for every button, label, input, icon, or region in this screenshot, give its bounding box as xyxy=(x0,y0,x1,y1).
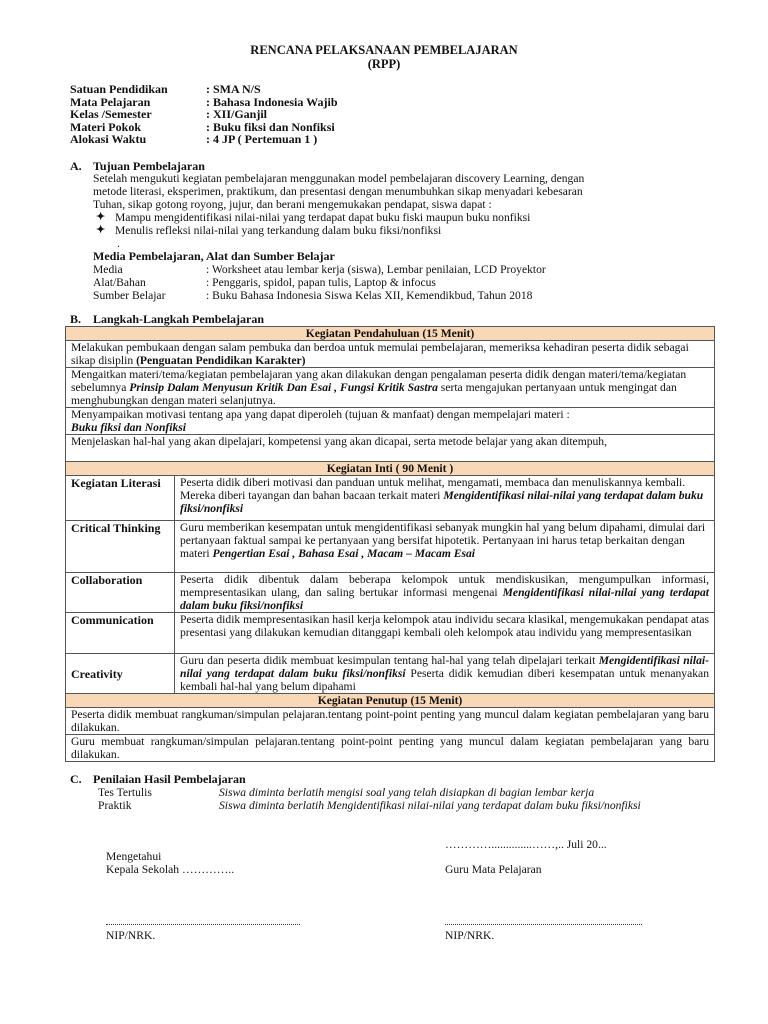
teacher-signature-line xyxy=(445,924,642,925)
principal-signature-line xyxy=(106,924,300,925)
teacher-nip: NIP/NRK. xyxy=(445,929,495,942)
table-cell: Peserta didik membuat rangkuman/simpulan pelajaran.tentang point-point penting yang muncul dalam kegiatan pembelajaran yang baru dilakukan. xyxy=(66,708,715,735)
identity-row xyxy=(70,108,338,121)
activity-label: Critical Thinking xyxy=(66,521,175,573)
media-value: : Penggaris, spidol, papan tulis, Laptop & infocus xyxy=(206,276,436,289)
media-row xyxy=(93,263,546,276)
table-row xyxy=(66,408,715,435)
table-header: Kegiatan Inti ( 90 Menit ) xyxy=(66,462,715,476)
identity-value: : Bahasa Indonesia Wajib xyxy=(206,94,338,109)
document-subtitle: (RPP) xyxy=(367,57,401,71)
table-header-row xyxy=(66,694,715,708)
table-cell xyxy=(175,476,715,521)
media-label: Sumber Belajar xyxy=(93,289,166,302)
four-point-star-icon: ✦ xyxy=(96,224,106,236)
table-row xyxy=(66,654,715,694)
cell-text: Guru memberikan kesempatan untuk mengidentifikasi sebanyak mungkin hal yang belum dipahami, dimulai dari pertanyaan faktual sampai ke pertanyaan yang bersifat hipotetik. Pertanyaan ini harus tetap berkaitan dengan materi xyxy=(180,521,706,560)
paragraph-line: metode literasi, eksperimen, praktikum, dan presentasi dengan menumbuhkan sikap menyadari kebesaran xyxy=(93,185,583,198)
table-row xyxy=(66,708,715,735)
activity-label: Collaboration xyxy=(66,573,175,613)
identity-label: Satuan Pendidikan xyxy=(70,82,168,96)
cell-emphasis: Prinsip Dalam Menyusun Kritik Dan Esai , Fungsi Kritik Sastra xyxy=(129,381,438,394)
cell-text: Mengaitkan materi/tema/kegiatan pembelajaran yang akan dilakukan dengan pengalaman peserta didik dengan materi/tema/kegiatan sebelumnya xyxy=(71,368,687,394)
identity-block xyxy=(70,83,338,146)
assessment-label: Tes Tertulis xyxy=(98,786,152,799)
section-number: B. xyxy=(70,312,82,326)
cell-emphasis: Pengertian Esai , Bahasa Esai , Macam – Macam Esai xyxy=(212,547,476,560)
section-b-heading xyxy=(70,313,264,326)
cell-emphasis: (Penguatan Pendidikan Karakter) xyxy=(136,354,306,367)
table-row xyxy=(66,735,715,762)
media-heading: Media Pembelajaran, Alat dan Sumber Belajar xyxy=(93,249,335,263)
table-header: Kegiatan Pendahuluan (15 Menit) xyxy=(66,327,715,341)
cell-text: serta mengajukan pertanyaan untuk mengingat dan menghubungkan dengan materi selanjutnya. xyxy=(71,381,677,407)
cell-text: Peserta didik kemudian diberi kesempatan untuk menanyakan kembali hal-hal yang belum dipahami xyxy=(180,667,709,693)
section-c-heading xyxy=(70,773,246,786)
table-header-row xyxy=(66,327,715,341)
table-cell xyxy=(66,341,715,368)
table-row xyxy=(66,368,715,408)
principal-label: Kepala Sekolah ………….. xyxy=(106,863,235,876)
assessment-row xyxy=(98,786,697,799)
section-title: Tujuan Pembelajaran xyxy=(93,159,205,173)
activity-label: Kegiatan Literasi xyxy=(66,476,175,521)
assessment-value: Siswa diminta berlatih Mengidentifikasi nilai-nilai yang terdapat dalam buku fiksi/nonfiksi xyxy=(219,799,641,812)
identity-value: : 4 JP ( Pertemuan 1 ) xyxy=(206,132,318,146)
table-cell: Peserta didik mempresentasikan hasil kerja kelompok atau individu secara klasikal, mengemukakan pendapat atas presentasi yang dilakukan kemudian ditanggapi kembali oleh kelompok atau individu yang mempresentasikan xyxy=(175,613,715,654)
media-row xyxy=(93,276,436,289)
objective-bullet xyxy=(96,224,441,237)
objective-paragraph xyxy=(93,172,688,211)
cell-emphasis: Mengidentifikasi nilai-nilai yang terdapat dalam buku fiksi/nonfiksi xyxy=(180,489,704,515)
bullet-text: Menulis refleksi nilai-nilai yang terkandung dalam buku fiksi/nonfiksi xyxy=(115,224,442,237)
table-row xyxy=(66,476,715,521)
identity-value: : Buku fiksi dan Nonfiksi xyxy=(206,119,335,134)
media-label: Alat/Bahan xyxy=(93,276,146,289)
learning-steps-table xyxy=(65,326,715,762)
table-cell: Menjelaskan hal-hal yang akan dipelajari, kompetensi yang akan dicapai, serta metode belajar yang akan ditempuh, xyxy=(66,435,715,462)
stray-dot: . xyxy=(117,237,120,250)
assessment-label: Praktik xyxy=(98,799,132,812)
paragraph-line: Setelah mengukuti kegiatan pembelajaran menggunakan model pembelajaran discovery Learning, dengan xyxy=(93,172,585,185)
identity-row xyxy=(70,133,338,146)
media-value: : Buku Bahasa Indonesia Siswa Kelas XII, Kemendikbud, Tahun 2018 xyxy=(206,289,533,302)
identity-label: Mata Pelajaran xyxy=(70,94,151,109)
identity-value: : SMA N/S xyxy=(206,82,261,96)
table-row xyxy=(66,521,715,573)
table-row xyxy=(66,613,715,654)
signature-date: …………..............……,.. Juli 20... xyxy=(445,838,607,851)
document-title: RENCANA PELAKSANAAN PEMBELAJARAN xyxy=(250,43,518,57)
identity-row xyxy=(70,83,338,96)
table-header-row xyxy=(66,462,715,476)
media-value: : Worksheet atau lembar kerja (siswa), Lembar penilaian, LCD Proyektor xyxy=(206,263,546,276)
identity-label: Kelas /Semester xyxy=(70,107,152,121)
table-cell xyxy=(66,368,715,408)
table-cell: Guru membuat rangkuman/simpulan pelajaran.tentang point-point penting yang muncul dalam kegiatan pembelajaran yang baru dilakukan. xyxy=(66,735,715,762)
cell-emphasis: Buku fiksi dan Nonfiksi xyxy=(71,421,187,434)
table-row xyxy=(66,435,715,462)
cell-text: Menyampaikan motivasi tentang apa yang dapat diperoleh (tujuan & manfaat) dengan mempelajari materi : xyxy=(71,408,570,421)
cell-text: Guru dan peserta didik membuat kesimpulan tentang hal-hal yang telah dipelajari terkait xyxy=(180,654,599,667)
table-row xyxy=(66,341,715,368)
media-row xyxy=(93,289,532,302)
table-header: Kegiatan Penutup (15 Menit) xyxy=(66,694,715,708)
four-point-star-icon: ✦ xyxy=(96,211,106,223)
identity-value: : XII/Ganjil xyxy=(206,107,268,121)
identity-label: Materi Pokok xyxy=(70,119,141,134)
table-cell xyxy=(66,408,715,435)
table-cell xyxy=(175,573,715,613)
acknowledge-label: Mengetahui xyxy=(106,850,162,863)
principal-nip: NIP/NRK. xyxy=(106,929,156,942)
section-title: Langkah-Langkah Pembelajaran xyxy=(93,312,265,326)
assessment-value: Siswa diminta berlatih mengisi soal yang telah disiapkan di bagian lembar kerja xyxy=(219,786,595,799)
section-title: Penilaian Hasil Pembelajaran xyxy=(93,772,246,786)
activity-label: Creativity xyxy=(66,654,175,694)
cell-text: Melakukan pembukaan dengan salam pembuka dan berdoa untuk memulai pembelajaran, memeriksa kehadiran peserta didik sebagai sikap disiplin xyxy=(71,341,689,367)
table-cell xyxy=(175,521,715,573)
cell-emphasis: Mengidentifikasi nilai-nilai yang terdapat dalam buku fiksi/nonfiksi xyxy=(180,654,709,680)
section-number: C. xyxy=(70,772,82,786)
activity-label: Communication xyxy=(66,613,175,654)
table-row xyxy=(66,573,715,613)
table-cell xyxy=(175,654,715,694)
section-number: A. xyxy=(70,159,82,173)
bullet-text: Mampu mengidentifikasi nilai-nilai yang terdapat dapat buku fiski maupun buku nonfiksi xyxy=(115,211,531,224)
media-label: Media xyxy=(93,263,123,276)
teacher-label: Guru Mata Pelajaran xyxy=(445,863,542,876)
objective-bullet xyxy=(96,211,530,224)
cell-text: Peserta didik dibentuk dalam beberapa kelompok untuk mendiskusikan, mengumpulkan informasi, mempresentasikan ulang, dan saling bertukar informasi mengenai xyxy=(180,573,709,599)
assessment-row xyxy=(98,799,697,812)
paragraph-line: Tuhan, sikap gotong royong, jujur, dan berani mengemukakan pendapat, siswa dapat : xyxy=(93,198,492,211)
identity-label: Alokasi Waktu xyxy=(70,132,147,146)
cell-emphasis: Mengidentifikasi nilai-nilai yang terdapat dalam buku fiksi/nonfiksi xyxy=(180,586,709,612)
cell-text: Peserta didik diberi motivasi dan panduan untuk melihat, mengamati, membaca dan menuliskannya kembali. Mereka diberi tayangan dan bahan bacaan terkait materi xyxy=(180,476,686,502)
